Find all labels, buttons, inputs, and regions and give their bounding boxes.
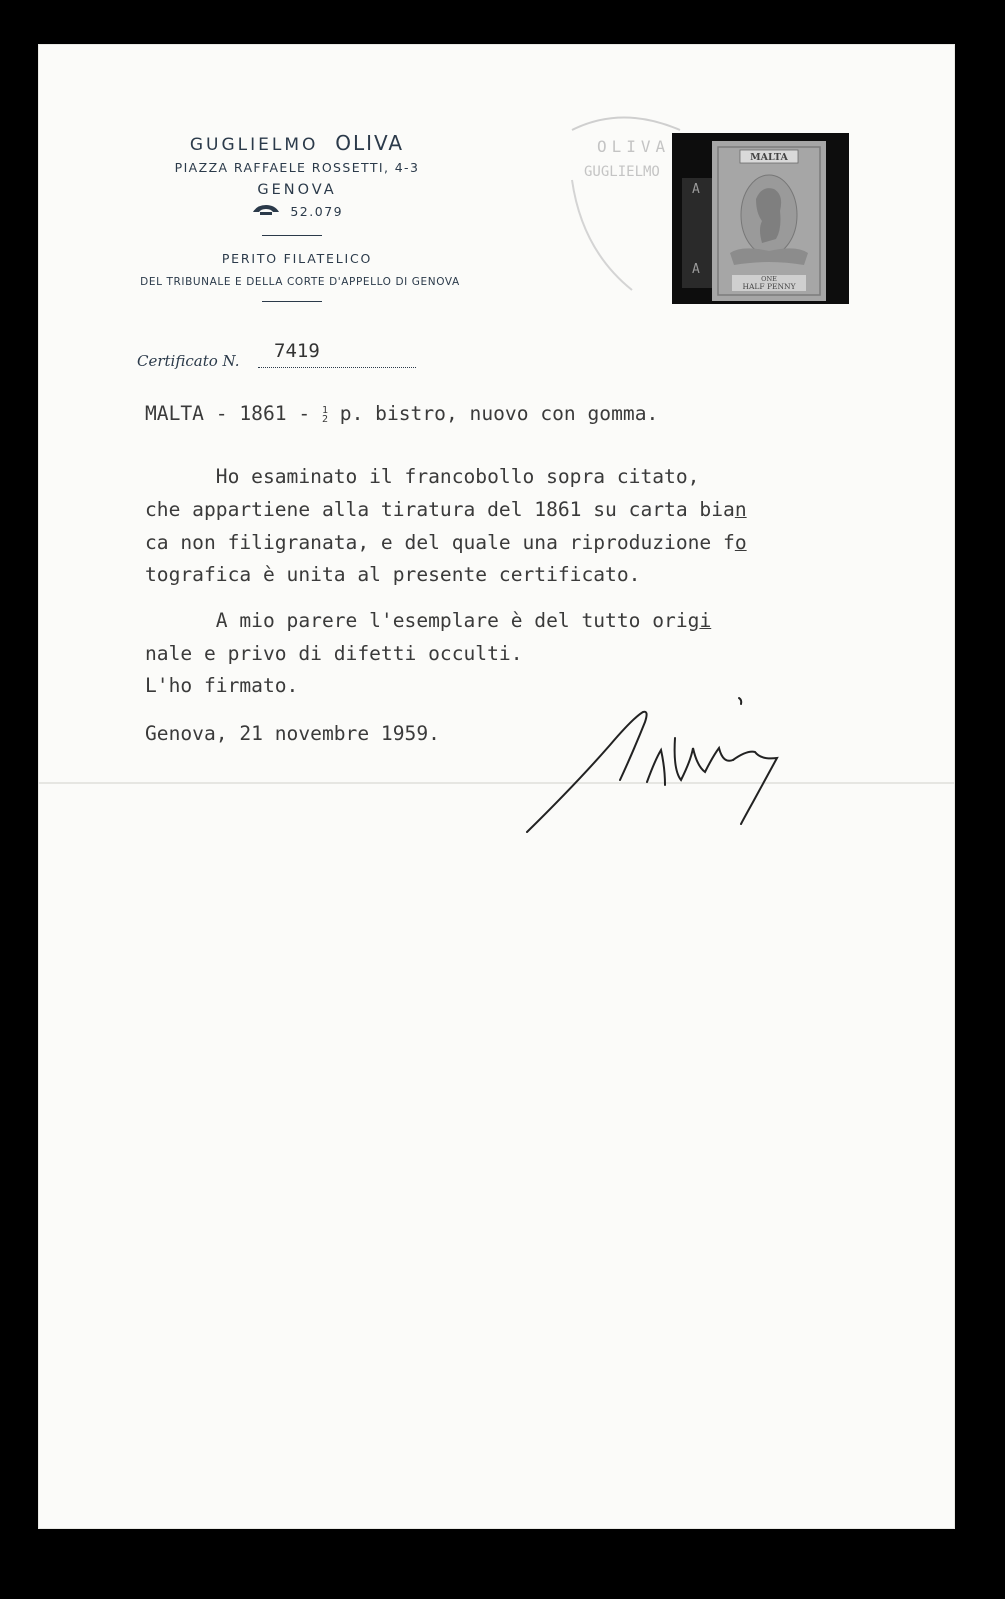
certificate-label: Certificato N.: [137, 352, 240, 370]
stamp-photo: [672, 133, 849, 304]
expert-role: PERITO FILATELICO: [221, 251, 373, 266]
paragraph-1-line-3: ca non filigranata, e del quale una riproduzione fo: [145, 531, 747, 554]
certificate-number-line: [258, 367, 416, 368]
expert-city: GENOVA: [257, 182, 337, 198]
date-line: Genova, 21 novembre 1959.: [145, 722, 440, 745]
postmark-text-2: GUGLIELMO: [584, 164, 660, 180]
telephone-icon: [251, 204, 281, 216]
postmark-text-1: OLIVA: [597, 137, 671, 156]
expert-court: DEL TRIBUNALE E DELLA CORTE D'APPELLO DI GENOVA: [140, 276, 460, 288]
postmark-stamp: [562, 100, 682, 300]
paragraph-1-line-2: che appartiene alla tiratura del 1861 su carta bian: [145, 498, 747, 521]
paper-fold-line: [38, 782, 955, 784]
paragraph-2-line-2: nale e privo di difetti occulti.: [145, 642, 523, 665]
certificate-number: 7419: [274, 340, 320, 362]
expert-address: PIAZZA RAFFAELE ROSSETTI, 4-3: [174, 160, 420, 175]
expert-phone: 52.079: [137, 204, 457, 219]
paragraph-1-line-4: tografica è unita al presente certificato.: [145, 563, 641, 586]
stamp-value-top: ONE: [761, 275, 777, 283]
paragraph-2-line-3: L'ho firmato.: [145, 674, 299, 697]
half-fraction: 1 2: [321, 404, 328, 425]
stamp-description: MALTA - 1861 - 1 2 p. bistro, nuovo con gomma.: [145, 402, 659, 425]
svg-text:A: A: [692, 262, 700, 277]
stamp-image: [672, 133, 849, 304]
stamp-value-bottom: HALF PENNY: [742, 282, 796, 291]
svg-text:A: A: [692, 182, 700, 197]
divider: [262, 301, 322, 302]
paragraph-1-line-1: Ho esaminato il francobollo sopra citato,: [145, 465, 700, 488]
expert-name: GUGLIELMO OLIVA: [189, 131, 405, 155]
paragraph-2-line-1: A mio parere l'esemplare è del tutto origi: [145, 609, 712, 632]
signature: [515, 690, 805, 840]
divider: [262, 235, 322, 236]
stamp-country-label: MALTA: [750, 152, 788, 163]
